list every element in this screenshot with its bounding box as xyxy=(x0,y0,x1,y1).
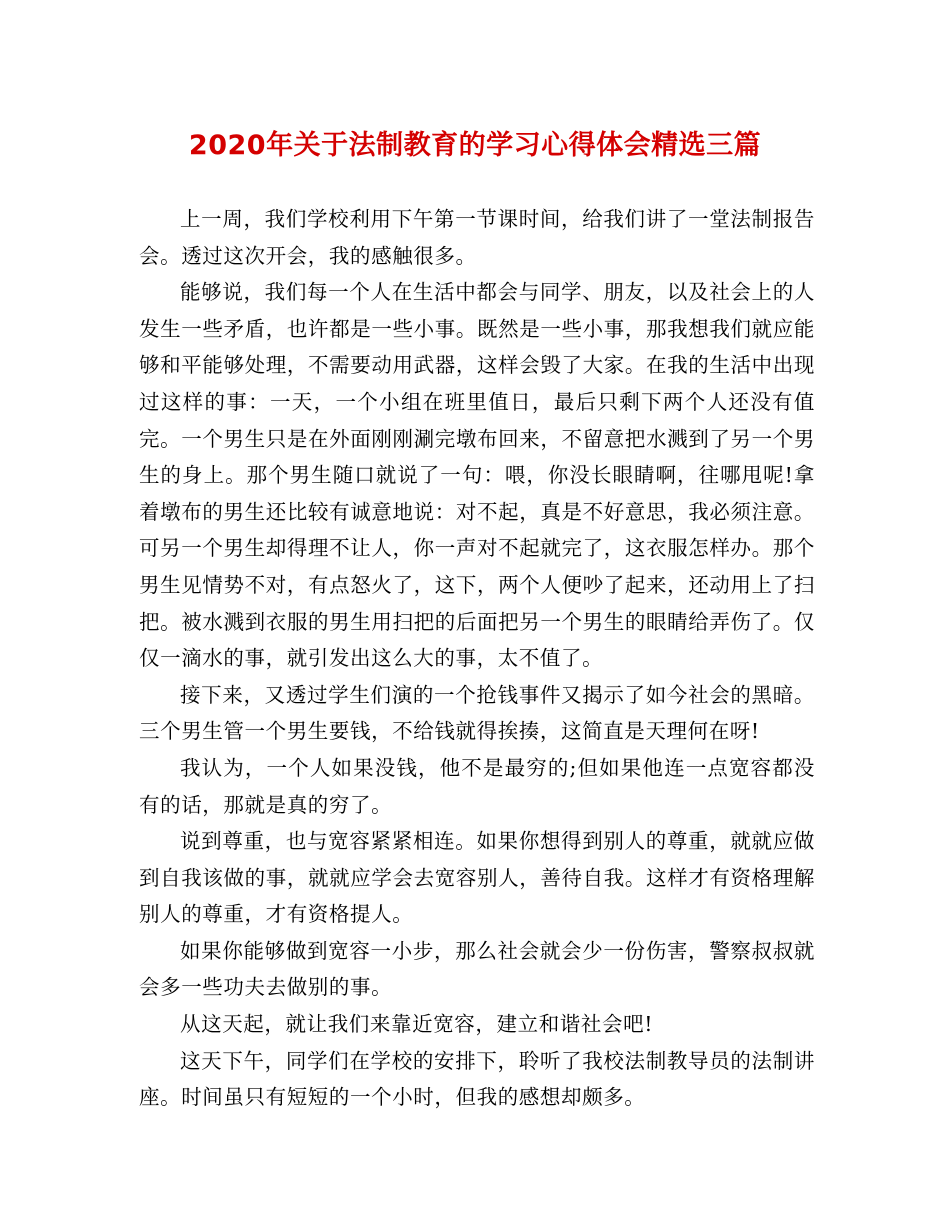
paragraph: 从这天起，就让我们来靠近宽容，建立和谐社会吧! xyxy=(180,1012,654,1037)
paragraph: 我认为，一个人如果没钱，他不是最穷的;但如果他连一点宽容都没有的话，那就是真的穷了。 xyxy=(139,755,815,817)
paragraph: 接下来，又透过学生们演的一个抢钱事件又揭示了如今社会的黑暗。三个男生管一个男生要钱，不给钱就得挨揍，这简直是天理何在呀! xyxy=(139,682,815,744)
document-body xyxy=(139,201,815,1116)
document-title: 2020年关于法制教育的学习心得体会精选三篇 xyxy=(188,130,762,161)
paragraph: 这天下午，同学们在学校的安排下，聆听了我校法制教导员的法制讲座。时间虽只有短短的一个小时，但我的感想却颇多。 xyxy=(139,1048,815,1110)
paragraph: 说到尊重，也与宽容紧紧相连。如果你想得到别人的尊重，就就应做到自我该做的事，就就应学会去宽容别人，善待自我。这样才有资格理解别人的尊重，才有资格提人。 xyxy=(139,829,815,927)
paragraph: 能够说，我们每一个人在生活中都会与同学、朋友，以及社会上的人发生一些矛盾，也许都是一些小事。既然是一些小事，那我想我们就应能够和平能够处理，不需要动用武器，这样会毁了大家。在我的生活中出现过这样的事：一天，一个小组在班里值日，最后只剩下两个人还没有值完。一个男生只是在外面刚刚涮完墩布回来，不留意把水溅到了另一个男生的身上。那个男生随口就说了一句：喂，你没长眼睛啊，往哪甩呢!拿着墩布的男生还比较有诚意地说：对不起，真是不好意思，我必须注意。可另一个男生却得理不让人，你一声对不起就完了，这衣服怎样办。那个男生见情势不对，有点怒火了，这下，两个人便吵了起来，还动用上了扫把。被水溅到衣服的男生用扫把的后面把另一个男生的眼睛给弄伤了。仅仅一滴水的事，就引发出这么大的事，太不值了。 xyxy=(139,280,815,671)
paragraph: 上一周，我们学校利用下午第一节课时间，给我们讲了一堂法制报告会。透过这次开会，我的感触很多。 xyxy=(139,207,815,268)
paragraph: 如果你能够做到宽容一小步，那么社会就会少一份伤害，警察叔叔就会多一些功夫去做别的事。 xyxy=(139,938,815,1000)
